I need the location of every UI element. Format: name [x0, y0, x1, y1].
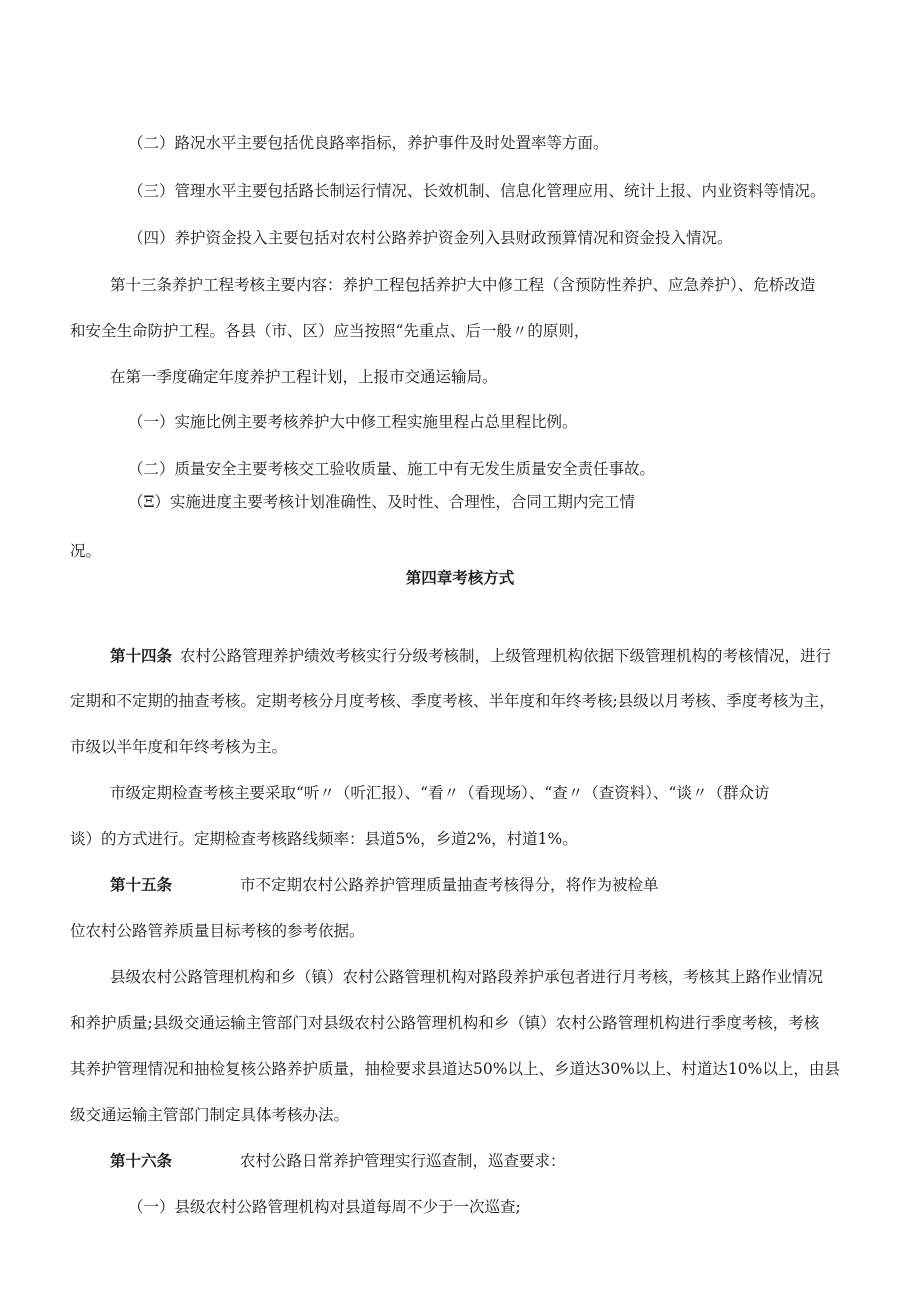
paragraph-management-level: （三）管理水平主要包括路长制运行情况、长效机制、信息化管理应用、统计上报、内业资料等情况。 [128, 182, 826, 200]
article-13-item-1: （一）实施比例主要考核养护大中修工程实施里程占总里程比例。 [128, 413, 578, 431]
article-15-p2-line-1: 县级农村公路管理机构和乡（镇）农村公路管理机构对路段养护承包者进行月考核，考核其上路作业情况 [110, 968, 824, 986]
article-13-item-2: （二）质量安全主要考核交工验收质量、施工中有无发生质量安全责任事故。 [128, 460, 656, 478]
article-13-line-3: 在第一季度确定年度养护工程计划，上报市交通运输局。 [110, 368, 498, 386]
article-13-line-2: 和安全生命防护工程。各县（市、区）应当按照“先重点、后一般〃的原则， [70, 322, 590, 340]
article-15-label: 第十五条 [110, 875, 173, 894]
article-15-line-1: 市不定期农村公路养护管理质量抽查考核得分，将作为被检单 [240, 876, 659, 894]
article-14-line-2: 定期和不定期的抽查考核。定期考核分月度考核、季度考核、半年度和年终考核;县级以月考核、季度考核为主， [70, 692, 835, 710]
article-16-item-1: （一）县级农村公路管理机构对县道每周不少于一次巡查; [128, 1198, 521, 1216]
article-14-line-3: 市级以半年度和年终考核为主。 [70, 738, 288, 756]
article-15-line-2: 位农村公路管养质量目标考核的参考依据。 [70, 922, 365, 940]
article-14-label: 第十四条 [110, 646, 173, 665]
article-14-p2-line-2: 谈）的方式进行。定期检查考核路线频率：县道5%，乡道2%，村道1%。 [70, 830, 578, 848]
article-13-item-3-continued: 况。 [70, 542, 102, 560]
article-13-line-1: 第十三条养护工程考核主要内容：养护工程包括养护大中修工程（含预防性养护、应急养护）、危桥改造 [110, 276, 816, 294]
article-14-p2-line-1: 市级定期检查考核主要采取“听〃（听汇报）、“看〃（看现场）、“查〃（查资料）、“谈〃（群众访 [110, 784, 770, 802]
article-16-label: 第十六条 [110, 1151, 173, 1170]
paragraph-road-condition: （二）路况水平主要包括优良路率指标，养护事件及时处置率等方面。 [128, 134, 609, 152]
article-13-item-3: （Ξ）实施进度主要考核计划准确性、及时性、合理性，合同工期内完工情 [128, 493, 635, 511]
article-15-p2-line-4: 级交通运输主管部门制定具体考核办法。 [70, 1106, 350, 1124]
article-14-line-1: 农村公路管理养护绩效考核实行分级考核制，上级管理机构依据下级管理机构的考核情况，进行 [180, 647, 832, 665]
paragraph-funding: （四）养护资金投入主要包括对农村公路养护资金列入县财政预算情况和资金投入情况。 [128, 229, 733, 247]
article-15-p2-line-2: 和养护质量;县级交通运输主管部门对县级农村公路管理机构和乡（镇）农村公路管理机构进行季度考核，考核 [70, 1014, 820, 1032]
article-16-line-1: 农村公路日常养护管理实行巡查制，巡查要求： [240, 1152, 566, 1170]
chapter-4-heading: 第四章考核方式 [405, 569, 515, 587]
article-15-p2-line-3: 其养护管理情况和抽检复核公路养护质量，抽检要求县道达50%以上、乡道达30%以上、村道达10%以上，由县 [70, 1060, 840, 1078]
